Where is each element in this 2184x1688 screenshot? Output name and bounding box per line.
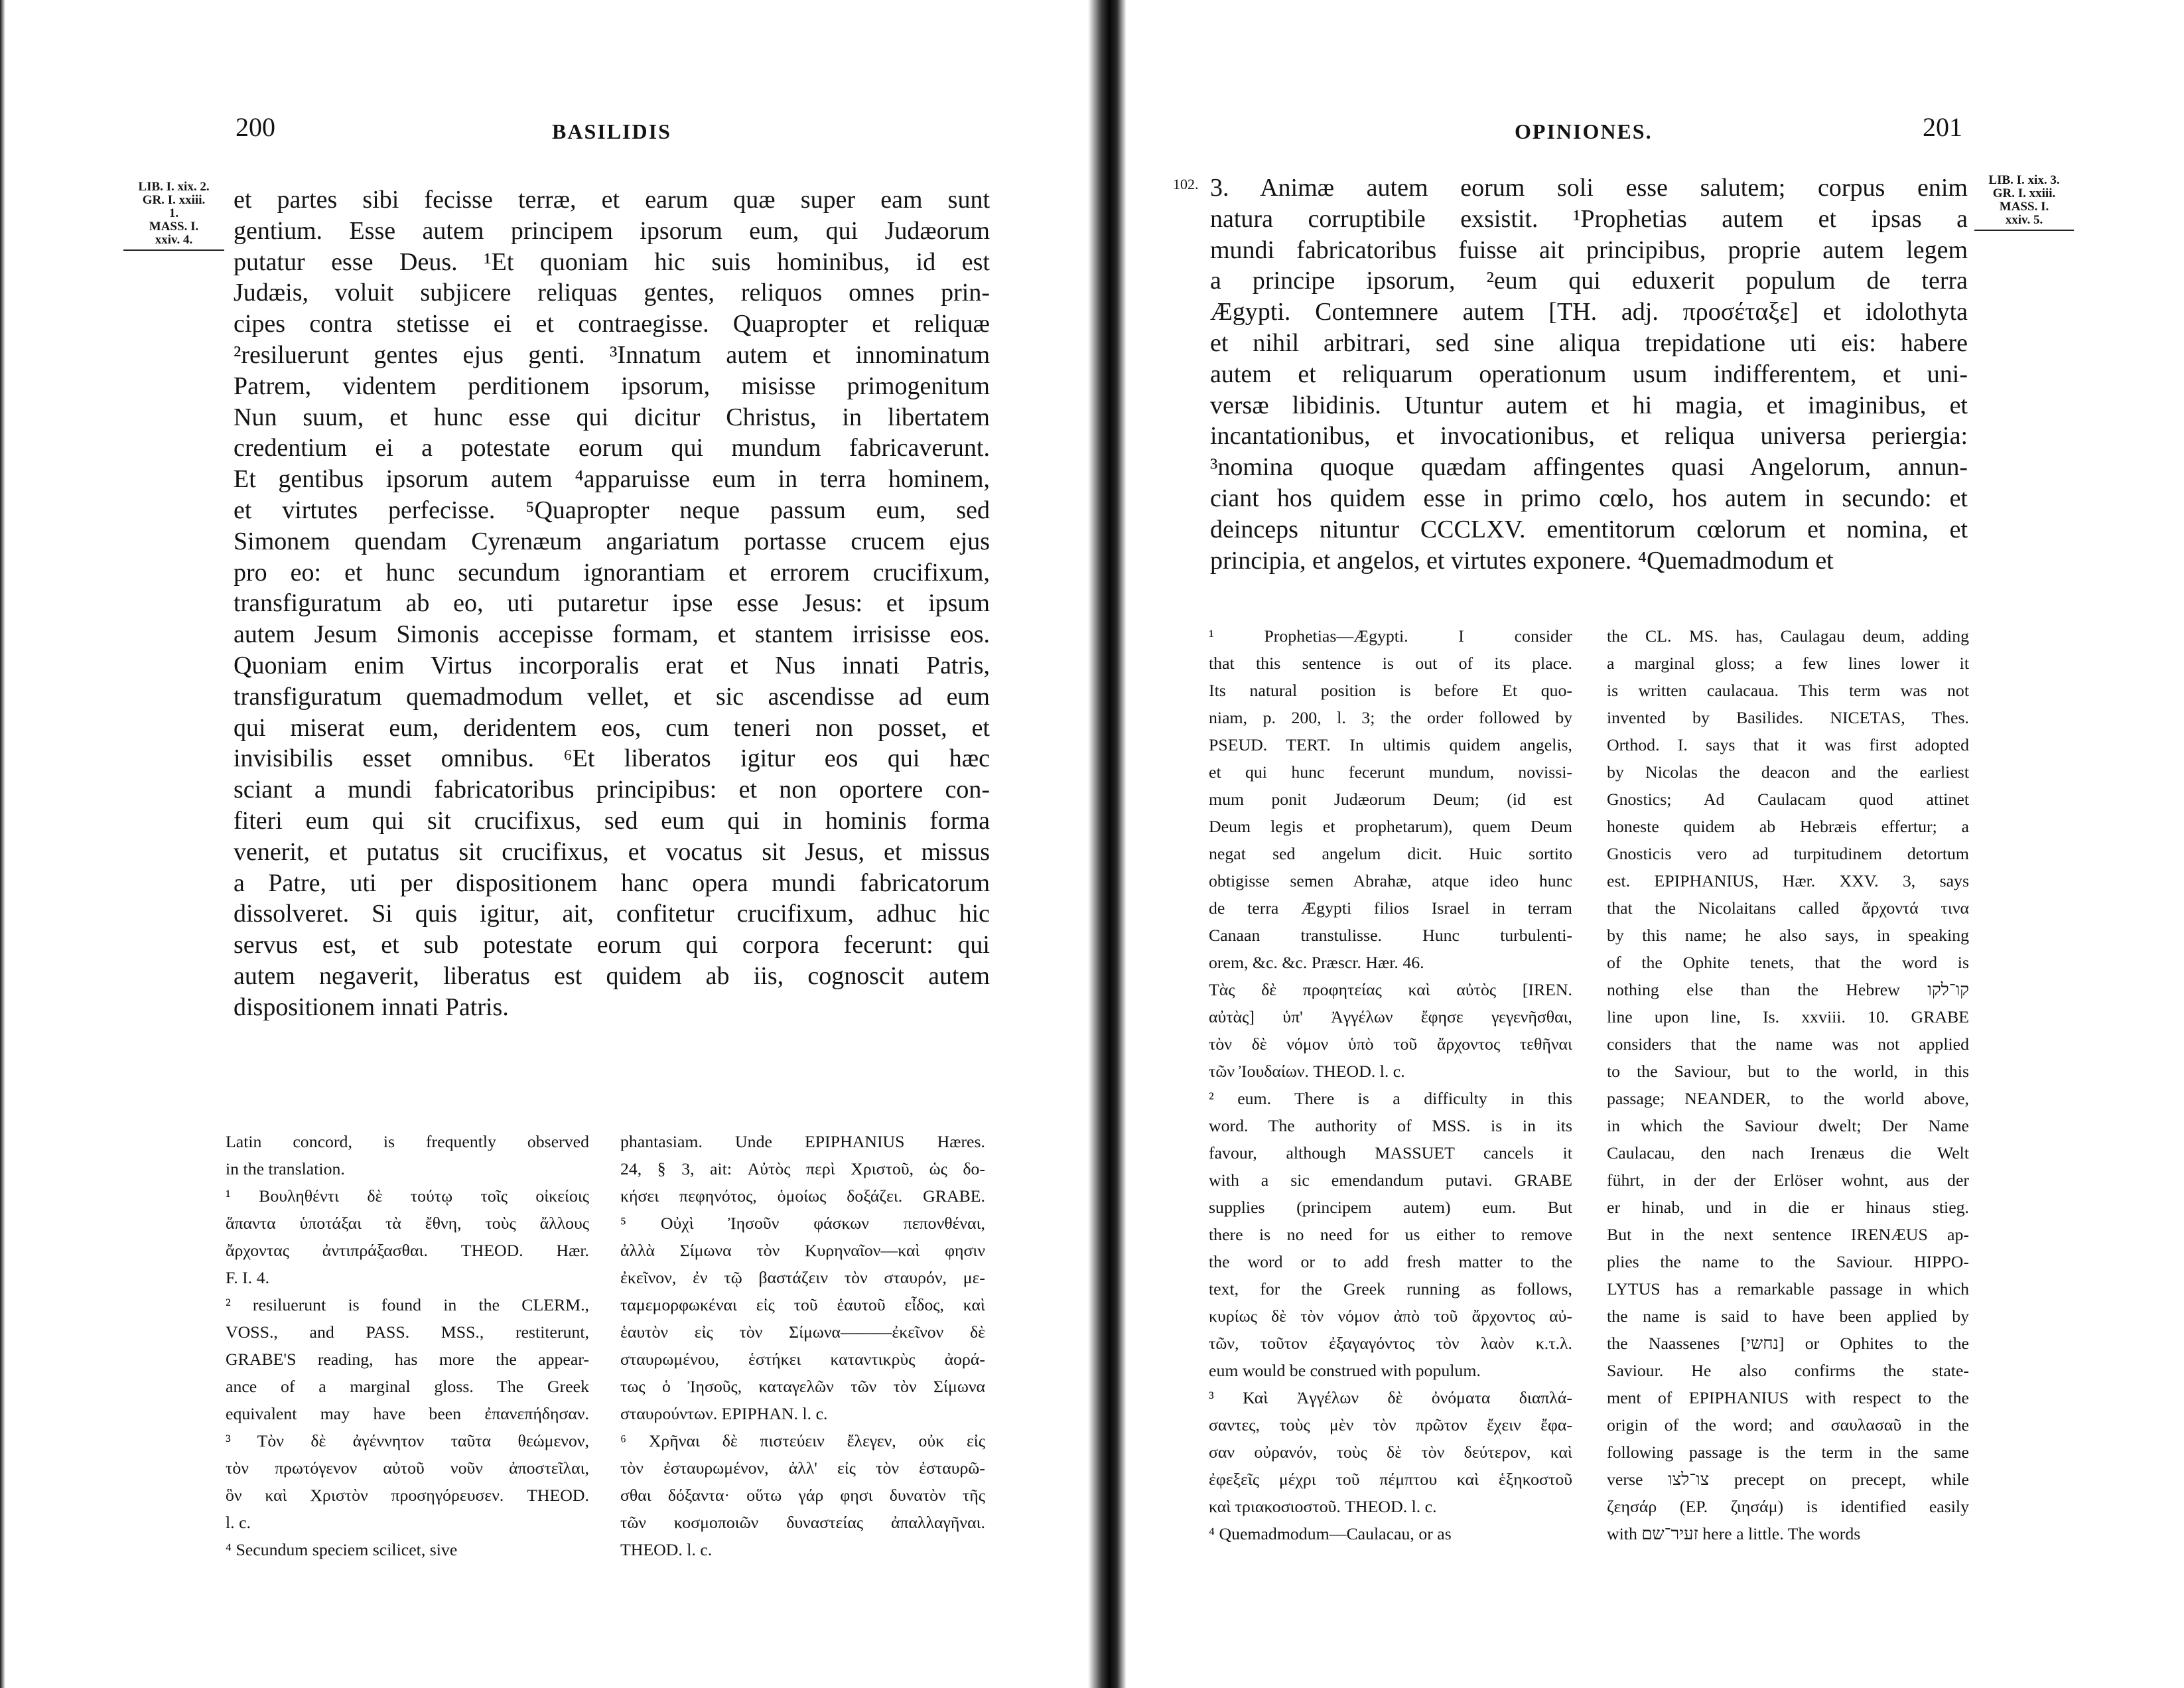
text-line: fiteri eum qui sit crucifixus, sed eum qui in hominis forma [234,806,990,835]
text-line: credentium ei a potestate eorum qui mundum fabricaverunt. [234,434,990,462]
book-gutter [1088,0,1126,1688]
footnote-line: Τὰς δὲ προφητείας καὶ αὐτὸς [IREN. [1209,980,1572,999]
footnote-line: l. c. [226,1513,251,1532]
margin-ref-line: LIB. I. xix. 3. [1988,173,2060,187]
footnote-line: F. I. 4. [226,1268,270,1287]
text-line: transfiguratum quemadmodum vellet, et sic ascendisse ad eum [234,682,990,711]
footnote-line: τὸν πρωτόγενον αὐτοῦ νοῦν ἀποστεῖλαι, [226,1458,589,1478]
footnote-line: τὸν δὲ νόμον ὑπὸ τοῦ ἄρχοντος τεθῆναι [1209,1034,1572,1054]
margin-ref-line: LIB. I. xix. 2. [138,180,210,194]
text-line: deinceps nituntur CCCLXV. ementitorum cœlorum et nomina, et [1210,515,1968,543]
main-text [1210,173,1968,576]
text-line: autem et reliquarum operationum usum indifferentem, et uni- [1210,360,1968,388]
footnote-line: ἅπαντα ὑποτάξαι τὰ ἔθνη, τοὺς ἄλλους [226,1214,589,1233]
text-line: a Patre, uti per dispositionem hanc opera mundi fabricatorum [234,869,990,897]
footnote-line: phantasiam. Unde EPIPHANIUS Hæres. [620,1132,985,1151]
footnote-line: with זעיר־שם here a little. The words [1607,1524,1861,1543]
footnote-line: Orthod. I. says that it was first adopted [1607,735,1969,754]
margin-ref-line: MASS. I. [149,220,199,234]
footnote-line: ³ Καὶ Ἀγγέλων δὲ ὀνόματα διαπλά- [1209,1388,1572,1407]
footnote-line: ⁴ Secundum speciem scilicet, sive [226,1540,458,1559]
footnote-line: ³ Τὸν δὲ ἀγέννητον ταῦτα θεώμενον, [226,1431,589,1450]
footnote-line: führt, in der der Erlöser wohnt, aus der [1607,1170,1969,1190]
margin-ref-line: 1. [169,206,179,220]
footnotes-column-1 [1209,622,1572,1547]
text-line: incantationibus, et invocationibus, et reliqua universa periergia: [1210,422,1968,451]
text-line: Judæis, voluit subjicere reliquas gentes, reliquos omnes prin- [234,279,990,307]
footnote-line: est. EPIPHANIUS, Hær. XXV. 3, says [1607,871,1969,890]
footnote-line: τῶν Ἰουδαίων. THEOD. l. c. [1209,1062,1405,1081]
text-line: Nun suum, et hunc esse qui dicitur Christus, in libertatem [234,403,990,431]
margin-ref-line: MASS. I. [1999,200,2049,214]
footnote-line: with a sic emendandum putavi. GRABE [1209,1170,1572,1190]
footnote-line: ² resiluerunt is found in the CLERM., [226,1295,589,1314]
footnote-line: THEOD. l. c. [620,1540,713,1559]
footnote-line: word. The authority of MSS. is in its [1209,1116,1572,1135]
text-line: qui miserat eum, deridentem eos, cum teneri non posset, et [234,713,990,742]
footnote-line: the CL. MS. has, Caulagau deum, adding [1607,626,1969,646]
footnote-line: ance of a marginal gloss. The Greek [226,1377,589,1396]
footnote-line: Saviour. He also confirms the state- [1607,1361,1969,1380]
footnote-line: invented by Basilides. NICETAS, Thes. [1607,708,1969,727]
footnote-line: equivalent may have been ἐπανεπήδησαν. [226,1404,589,1423]
text-line: Simonem quendam Cyrenæum angariatum portasse crucem ejus [234,527,990,555]
page-number: 201 [1923,112,1962,142]
text-line: principia, et angelos, et virtutes exponere. ⁴Quemadmodum et [1210,546,1834,575]
footnote-line: ¹ Βουληθέντι δὲ τούτῳ τοῖς οἰκείοις [226,1186,589,1206]
text-line: ciant hos quidem esse in primo cœlo, hos autem in secundo: et [1210,484,1968,512]
text-line: invisibilis esset omnibus. ⁶Et liberatos igitur eos qui hæc [234,744,990,773]
footnote-line: ² eum. There is a difficulty in this [1209,1089,1572,1108]
text-line: 3. Animæ autem eorum soli esse salutem; corpus enim [1210,174,1968,202]
footnote-line: verse צו־לצו precept on precept, while [1607,1470,1969,1489]
margin-ref-line: GR. I. xxiii. [142,193,206,207]
margin-ref-line: GR. I. xxiii. [1992,186,2056,200]
footnote-line: σθαι δόξαντα· οὕτω γάρ φησι δυνατὸν τῆς [620,1486,985,1505]
footnote-line: Gnostics; Ad Caulacam quod attinet [1607,790,1969,809]
footnote-line: following passage is the term in the same [1607,1442,1969,1462]
text-line: dissolveret. Si quis igitur, ait, confitetur crucifixum, adhuc hic [234,900,990,928]
footnote-line: that this sentence is out of its place. [1209,654,1572,673]
running-head: BASILIDIS [552,119,671,143]
page-number: 200 [236,112,275,142]
text-line: ²resiluerunt gentes ejus genti. ³Innatum autem et innominatum [234,340,990,369]
footnote-line: Caulacau, den nach Irenæus die Welt [1607,1143,1969,1162]
footnote-line: text, for the Greek running as follows, [1209,1279,1572,1299]
footnote-line: Deum legis et prophetarum), quem Deum [1209,817,1572,836]
footnote-line: But in the next sentence IRENÆUS ap- [1607,1225,1969,1244]
footnote-line: ⁴ Quemadmodum—Caulacau, or as [1209,1524,1452,1543]
text-line: sciant a mundi fabricatoribus principibus: et non oportere con- [234,776,990,804]
footnote-line: ἑαυτὸν εἰς τὸν Σίμωνα———ἐκεῖνον δὲ [620,1322,985,1342]
footnote-line: in the translation. [226,1159,345,1178]
footnote-line: plies the name to the Saviour. HIPPO- [1607,1252,1969,1271]
text-line: et partes sibi fecisse terræ, et earum quæ super eam sunt [234,186,990,214]
footnote-line: σαν οὐρανόν, τοὺς δὲ τὸν δεύτερον, καὶ [1209,1442,1572,1462]
footnote-line: niam, p. 200, l. 3; the order followed by [1209,708,1572,727]
footnote-line: that the Nicolaitans called ἄρχοντά τινα [1607,898,1969,918]
footnote-line: et qui hunc fecerunt mundum, novissi- [1209,762,1572,782]
text-line: et nihil arbitrari, sed sine aliqua trepidatione uti eis: habere [1210,328,1968,357]
footnote-line: ment of EPIPHANIUS with respect to the [1607,1388,1969,1407]
footnote-line: negat sed angelum dicit. Huic sortito [1209,844,1572,863]
footnote-line: ⁵ Οὐχὶ Ἰησοῦν φάσκων πεπονθέναι, [620,1214,985,1233]
footnote-line: there is no need for us either to remove [1209,1225,1572,1244]
footnote-line: ταμεμορφωκέναι εἰς τοῦ ἑαυτοῦ εἶδος, καὶ [620,1295,985,1314]
footnote-line: er hinab, und in die er hinaus stieg. [1607,1198,1969,1217]
text-line: natura corruptibile exsistit. ¹Prophetias autem et ipsas a [1210,204,1968,233]
footnote-line: supplies (principem autem) eum. But [1209,1198,1572,1217]
footnote-line: is written caulacaua. This term was not [1607,681,1969,700]
footnote-line: VOSS., and PASS. MSS., restiterunt, [226,1322,589,1342]
text-line: pro eo: et hunc secundum ignorantiam et errorem crucifixum, [234,558,990,587]
footnote-line: nothing else than the Hebrew קו־לקו [1607,980,1969,999]
text-line: transfiguratum ab eo, uti putaretur ipse esse Jesus: et ipsum [234,589,990,618]
margin-reference [1974,174,2074,231]
footnote-line: τὸν ἐσταυρωμένον, ἀλλ' εἰς τὸν ἐσταυρῶ- [620,1458,985,1478]
footnote-line: σταυρωμένου, ἑστήκει καταντικρὺς ἀορά- [620,1350,985,1369]
text-line: a principe ipsorum, ²eum qui eduxerit populum de terra [1210,267,1968,295]
footnote-line: in which the Saviour dwelt; Der Name [1607,1116,1969,1135]
footnote-line: καὶ τριακοσιοστοῦ. THEOD. l. c. [1209,1497,1437,1516]
footnote-line: orem, &c. &c. Præscr. Hær. 46. [1209,953,1424,972]
text-line: dispositionem innati Patris. [234,993,509,1021]
footnote-line: eum would be construed with populum. [1209,1361,1481,1380]
footnote-line: by Nicolas the deacon and the earliest [1607,762,1969,782]
text-line: mundi fabricatoribus fuisse ait principibus, proprie autem legem [1210,236,1968,264]
footnote-line: τως ὁ Ἰησοῦς, καταγελῶν τῶν τὸν Σίμωνα [620,1377,985,1396]
footnote-line: the word or to add fresh matter to the [1209,1252,1572,1271]
footnote-line: σταυρούντων. EPIPHAN. l. c. [620,1404,828,1423]
text-line: versæ libidinis. Utuntur autem et hi magia, et imaginibus, et [1210,391,1968,419]
text-line: autem negaverit, liberatus est quidem ab iis, cognoscit autem [234,961,990,990]
footnote-line: favour, although MASSUET cancels it [1209,1143,1572,1162]
footnote-line: ἀλλὰ Σίμωνα τὸν Κυρηναῖον—καὶ φησιν [620,1241,985,1260]
text-line: putatur esse Deus. ¹Et quoniam hic suis hominibus, id est [234,247,990,276]
footnote-line: Canaan transtulisse. Hunc turbulenti- [1209,926,1572,945]
footnote-line: Latin concord, is frequently observed [226,1132,589,1151]
footnote-line: of the Ophite tenets, that the word is [1607,953,1969,972]
footnote-line: 24, § 3, ait: Αὐτὸς περὶ Χριστοῦ, ὡς δο- [620,1159,985,1178]
footnote-line: passage; NEANDER, to the world above, [1607,1089,1969,1108]
footnote-line: the Naassenes [נחשי] or Ophites to the [1607,1334,1969,1353]
footnote-line: GRABE'S reading, has more the appear- [226,1350,589,1369]
left-page [0,0,1088,1688]
text-line: gentium. Esse autem principem ipsorum eum, qui Judæorum [234,216,990,245]
footnote-line: PSEUD. TERT. In ultimis quidem angelis, [1209,735,1572,754]
text-line: cipes contra stetisse ei et contraegisse. Quapropter et reliquæ [234,310,990,338]
footnote-line: LYTUS has a remarkable passage in which [1607,1279,1969,1299]
line-marker: 102. [1173,176,1199,192]
margin-ref-line: xxiv. 5. [2005,213,2043,227]
footnote-line: de terra Ægypti filios Israel in terram [1209,898,1572,918]
footnotes-column-2 [620,1128,985,1563]
text-line: servus est, et sub potestate eorum qui corpora fecerunt: qui [234,931,990,959]
footnote-line: ζεησάρ (EP. ζιησάμ) is identified easily [1607,1497,1969,1516]
text-line: venerit, et putatus sit crucifixus, et vocatus sit Jesus, et missus [234,837,990,866]
footnote-line: mum ponit Judæorum Deum; (id est [1209,790,1572,809]
footnote-line: τῶν κοσμοποιῶν δυναστείας ἀπαλλαγῆναι. [620,1513,985,1532]
text-line: autem Jesum Simonis accepisse formam, et stantem irrisisse eos. [234,620,990,649]
running-head: OPINIONES. [1515,119,1653,143]
footnotes-column-2 [1607,622,1969,1547]
footnote-line: τῶν, τοῦτον ἐξαγαγόντος τὸν λαὸν κ.τ.λ. [1209,1334,1572,1353]
footnote-line: by this name; he also says, in speaking [1607,926,1969,945]
text-line: Ægypti. Contemnere autem [TH. adj. προσέταξε] et idolothyta [1210,298,1968,326]
footnote-line: ἐκεῖνον, ἐν τῷ βαστάζειν τὸν σταυρόν, με- [620,1268,985,1287]
footnote-line: ἄρχοντας ἀντιπράξασθαι. THEOD. Hær. [226,1241,589,1260]
footnote-line: αὐτὰς] ὑπ' Ἀγγέλων ἔφησε γεγενῆσθαι, [1209,1007,1572,1026]
footnote-line: ⁶ Χρῆναι δὲ πιστεύειν ἔλεγεν, οὐκ εἰς [620,1431,985,1450]
text-line: et virtutes perfecisse. ⁵Quapropter neque passum eum, sed [234,496,990,524]
footnote-line: ἐφεξεῖς μέχρι τοῦ πέμπτου καὶ ἑξηκοστοῦ [1209,1470,1572,1489]
footnote-line: κήσει πεφηνότος, ὁμοίως δοξάζει. GRABE. [620,1186,985,1206]
footnote-line: origin of the word; and σαυλασαῦ in the [1607,1415,1969,1435]
footnote-line: to the Saviour, but to the world, in this [1607,1062,1969,1081]
footnote-line: a marginal gloss; a few lines lower it [1607,654,1969,673]
footnote-line: the name is said to have been applied by [1607,1306,1969,1326]
text-line: Et gentibus ipsorum autem ⁴apparuisse eum in terra hominem, [234,465,990,494]
text-line: Patrem, videntem perditionem ipsorum, misisse primogenitum [234,372,990,400]
text-line: Quoniam enim Virtus incorporalis erat et Nus innati Patris, [234,651,990,679]
footnote-line: obtigisse semen Abrahæ, atque ideo hunc [1209,871,1572,890]
footnote-line: Its natural position is before Et quo- [1209,681,1572,700]
footnote-line: σαντες, τοὺς μὲν τὸν πρῶτον ἔχειν ἔφα- [1209,1415,1572,1435]
footnote-line: line upon line, Is. xxviii. 10. GRABE [1607,1007,1969,1026]
margin-reference [123,180,224,251]
footnote-line: ¹ Prophetias—Ægypti. I consider [1209,626,1572,646]
margin-ref-line: xxiv. 4. [155,233,193,247]
text-line: ³nomina quoque quædam affingentes quasi Angelorum, annun- [1210,453,1968,482]
footnote-line: honeste quidem ab Hebræis effertur; a [1607,817,1969,836]
footnote-line: considers that the name was not applied [1607,1034,1969,1054]
footnote-line: κυρίως δὲ τὸν νόμον ἀπὸ τοῦ ἄρχοντος αὐ- [1209,1306,1572,1326]
footnote-line: Gnosticis vero ad turpitudinem detortum [1607,844,1969,863]
footnote-line: ὃν καὶ Χριστὸν προσηγόρευσεν. THEOD. [226,1486,589,1505]
footnotes-column-1 [226,1128,589,1563]
main-text [234,184,990,1023]
right-page [1126,0,2184,1688]
